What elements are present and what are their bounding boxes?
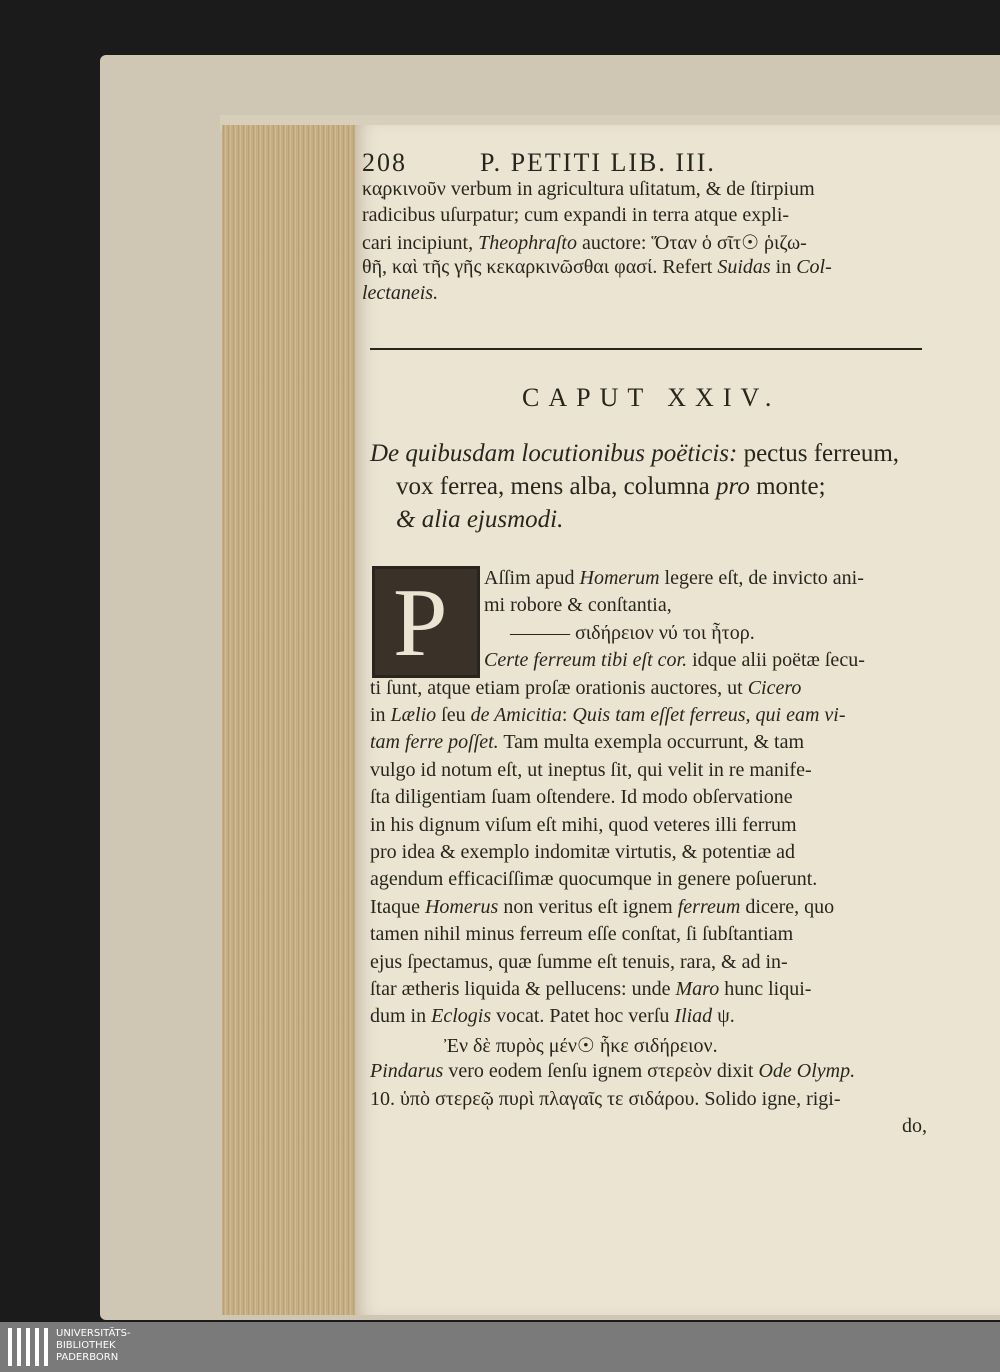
main-text-run: ψ.	[712, 1005, 735, 1028]
main-text-run: Tam multa exempla occurrunt, & tam	[498, 731, 805, 754]
subtitle-run: vox ferrea, mens alba, columna	[396, 473, 717, 500]
main-text-line	[370, 677, 801, 700]
main-text-run: tamen nihil minus ferreum eſſe conſtat, ſi ſubſtantiam	[370, 923, 794, 946]
library-name-line: UNIVERSITÄTS-	[56, 1328, 131, 1339]
main-text-run: Certe ferreum tibi eſt cor.	[484, 649, 688, 672]
main-text-run: Pindarus	[370, 1060, 444, 1083]
top-paragraph-run: radicibus uſurpatur; cum expandi in terra atque expli-	[362, 204, 790, 226]
main-text-run: vulgo id notum eſt, ut ineptus ſit, qui velit in re manife-	[370, 758, 812, 781]
subtitle-run: pectus ferreum,	[737, 440, 900, 467]
main-text-line	[370, 841, 795, 864]
main-text-line	[444, 1033, 718, 1058]
main-text-run: vocat. Patet hoc verſu	[491, 1005, 675, 1028]
main-text-run: Homerum	[579, 567, 660, 589]
subtitle-line	[396, 473, 826, 501]
main-text-run: Cicero	[747, 676, 802, 699]
main-text-run: hunc liqui-	[719, 978, 812, 1000]
subtitle-run: pro	[716, 473, 750, 500]
top-paragraph-run: θῆ, καὶ τῆς γῆς κεκαρκινῶσθαι φασί. Refert	[362, 256, 718, 278]
main-text-run: Ἐν δὲ πυρὸς μέν☉ ἧκε σιδήρειον.	[444, 1034, 718, 1057]
main-text-line	[370, 731, 804, 754]
main-text-run: legere eſt, de invicto ani-	[659, 567, 864, 589]
top-paragraph-run: Theophraſto	[478, 232, 577, 254]
drop-cap	[372, 566, 480, 678]
main-text-run: :	[561, 704, 573, 726]
top-paragraph-line	[362, 256, 832, 279]
top-paragraph-line	[362, 204, 789, 227]
section-rule	[370, 348, 922, 350]
main-text-run: Quis tam eſſet ferreus, qui eam vi-	[572, 704, 846, 726]
top-paragraph-line	[362, 230, 807, 255]
main-text-run: ſta diligentiam ſuam oſtendere. Id modo obſervatione	[370, 786, 793, 809]
main-text-run: non veritus eſt ignem	[498, 895, 678, 918]
main-text-run: Maro	[675, 978, 720, 1000]
page-block-edge	[222, 125, 360, 1315]
main-text-line	[370, 786, 793, 809]
main-text-line	[484, 649, 865, 672]
main-text-run: dixit	[711, 1060, 759, 1083]
main-text-run: Iliad	[674, 1005, 713, 1028]
library-name-line: BIBLIOTHEK	[56, 1340, 116, 1351]
main-text-run: ſtar ætheris liquida & pellucens: unde	[370, 978, 676, 1000]
main-text-line	[370, 759, 812, 782]
top-paragraph-run: Suidas	[717, 256, 771, 278]
main-text-run: in his dignum viſum eſt mihi, quod veteres illi ferrum	[370, 813, 797, 836]
main-text-run: ejus ſpectamus, quæ ſumme eſt tenuis, rara, & ad in-	[370, 950, 788, 973]
top-paragraph-run: lectaneis.	[362, 282, 439, 304]
main-text-line	[370, 1060, 855, 1083]
main-text-run: mi robore & conſtantia,	[484, 594, 672, 617]
library-footer	[0, 1322, 1000, 1372]
drop-cap-letter: P	[393, 569, 448, 677]
main-text-run: Homerus	[424, 895, 499, 918]
main-text-line	[510, 622, 755, 645]
top-paragraph-run: verbum in agricultura uſitatum, & de ſtirpium	[445, 178, 815, 200]
subtitle-run: & alia ejusmodi.	[396, 506, 564, 533]
top-paragraph-run: κα̣ρκινοῦν	[362, 178, 446, 200]
main-text-run: Eclogis	[431, 1005, 492, 1028]
library-name-line: PADERBORN	[56, 1352, 119, 1363]
main-text-line	[370, 1005, 735, 1028]
main-text-line	[370, 978, 811, 1001]
main-text-line	[370, 951, 788, 974]
main-text-run: de Amicitia	[470, 704, 562, 726]
main-text-line	[370, 868, 817, 891]
chapter-title: CAPUT XXIV.	[522, 383, 781, 412]
top-paragraph-run: Col-	[796, 256, 832, 278]
main-text-run: στερεὸν	[647, 1060, 712, 1083]
main-text-line	[484, 567, 864, 590]
main-text-line	[370, 814, 797, 837]
top-paragraph-run: cari incipiunt,	[362, 232, 479, 254]
main-text-line	[370, 1088, 841, 1111]
main-text-run: Aſſim apud	[484, 567, 580, 589]
subtitle-line	[370, 440, 899, 468]
subtitle-line	[396, 506, 563, 534]
top-paragraph-run: in	[770, 256, 797, 278]
main-text-run: dum in	[370, 1005, 432, 1028]
library-name	[56, 1328, 131, 1364]
main-text-run: Lælio	[390, 704, 437, 726]
main-text-line	[370, 896, 834, 919]
library-logo-icon	[8, 1328, 48, 1366]
main-text-run: dicere, quo	[740, 895, 835, 918]
top-paragraph-line	[362, 178, 815, 201]
main-text-run: Itaque	[370, 895, 425, 918]
main-text-run: ſeu	[436, 704, 471, 726]
main-text-line	[370, 704, 846, 727]
main-text-run: 10. ὑπὸ στερεῷ πυρὶ πλαγαῖς τε σιδάρου. Solido igne, rigi-	[370, 1087, 841, 1110]
main-text-run: ——— σιδήρειον νύ τοι ἦτορ.	[510, 621, 755, 644]
page-number: 208	[362, 148, 407, 177]
main-text-run: idque alii poëtæ ſecu-	[687, 649, 865, 672]
main-text-run: in	[370, 704, 391, 726]
top-paragraph-run: auctore: Ὅταν ὁ σῖτ☉ ῥιζω-	[576, 232, 807, 254]
subtitle-run: De quibusdam locutionibus poëticis:	[370, 440, 738, 467]
main-text-run: vero eodem ſenſu ignem	[443, 1060, 648, 1083]
main-text-run: ferreum	[677, 895, 741, 918]
running-head: P. PETITI LIB. III.	[480, 148, 716, 177]
main-text-line	[370, 923, 793, 946]
top-paragraph-line	[362, 282, 438, 305]
main-text-run: do,	[902, 1115, 927, 1137]
main-text-run: tam ferre poſſet.	[370, 731, 499, 754]
subtitle-run: monte;	[749, 473, 826, 500]
main-text-run: ti ſunt, atque etiam proſæ orationis auctores, ut	[370, 676, 748, 699]
main-text-run: agendum efficaciſſimæ quocumque in genere poſuerunt.	[370, 868, 818, 891]
main-text-line	[484, 594, 672, 617]
main-text-line	[902, 1115, 927, 1138]
main-text-run: pro idea & exemplo indomitæ virtutis, & potentiæ ad	[370, 841, 795, 863]
main-text-run: Ode Olymp.	[758, 1060, 856, 1083]
